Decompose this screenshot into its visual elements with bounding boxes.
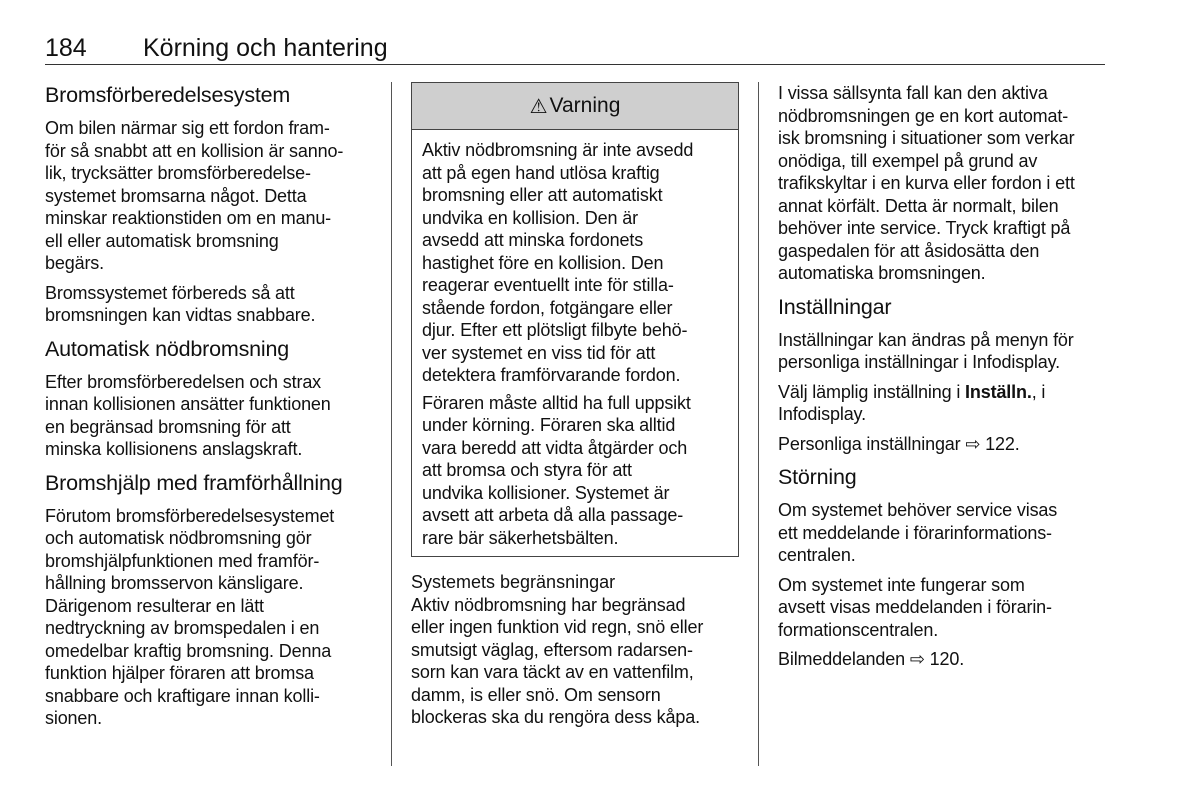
text: Välj lämplig inställning i [778, 381, 966, 402]
column-right [778, 82, 1108, 678]
paragraph: Föraren måste alltid ha full uppsikt under körning. Föraren ska alltid vara beredd att vidta åtgärder och att bromsa och styra för att undvika kollisioner. Systemet är avsett att arbeta då alla passage- rare bär säkerhetsbälten. [422, 392, 691, 548]
section-title-settings: Inställningar [778, 294, 892, 319]
page-header [45, 34, 1105, 64]
section-title-fault: Störning [778, 465, 857, 489]
page-reference: 120. [929, 649, 965, 669]
paragraph: Förutom bromsförberedelsesystemet och automatisk nödbromsning gör bromshjälpfunktionen med framför- hållning bromsservon känsligare. Därigenom resulterar en lätt nedtryckning av bromspedalen i en omedelbar kraftig bromsning. Denna funktion hjälper föraren att bromsa snabbare och kraftigare innan kolli- sionen. [45, 505, 335, 728]
section-title-brake-prep: Bromsförberedelsesystem [45, 83, 291, 107]
header-divider [45, 64, 1105, 65]
cross-reference-text: Bilmeddelanden [778, 649, 905, 669]
paragraph: Inställningar kan ändras på menyn för personliga inställningar i Infodisplay. [778, 329, 1074, 372]
paragraph: Efter bromsförberedelsen och strax innan kollisionen ansätter funktionen en begränsad bromsning för att minska kollisionens anslagskraft. [45, 371, 331, 459]
warning-header [412, 83, 738, 130]
column-middle [411, 82, 741, 736]
warning-body [412, 130, 738, 556]
page-number: 184 [45, 34, 87, 62]
arrow-right-icon: ⇨ [965, 433, 981, 454]
text: , i Infodisplay. [778, 381, 1046, 424]
cross-reference-text: Personliga inställningar [778, 433, 961, 454]
paragraph [778, 433, 1108, 456]
paragraph: Aktiv nödbromsning har begränsad eller ingen funktion vid regn, snö eller smutsigt väglag, eftersom radarsen- sorn kan vara täckt av en vattenfilm, damm, is eller snö. Om sensorn blockeras ska du rengöra dess kåpa. [411, 594, 704, 727]
paragraph [778, 381, 1108, 426]
column-left [45, 82, 375, 737]
paragraph: Om systemet inte fungerar som avsett visas meddelanden i förarin- formationscentralen. [778, 574, 1052, 640]
warning-triangle-icon: ⚠ [529, 95, 548, 118]
column-divider-1 [391, 82, 392, 766]
subsection-title-system-limits: Systemets begränsningar [411, 572, 616, 592]
page-reference: 122. [985, 433, 1020, 454]
paragraph: I vissa sällsynta fall kan den aktiva nödbromsningen ge en kort automat- isk bromsning i situationer som verkar onödiga, till exempel på grund av trafikskyltar i en kurva eller fordon i ett annat körfält. Detta är normalt, bilen behöver inte service. Tryck kraftigt på gaspedalen för att åsidosätta den automatiska bromsningen. [778, 83, 1075, 283]
section-title-auto-emergency-brake: Automatisk nödbromsning [45, 336, 289, 361]
paragraph [778, 648, 1108, 671]
paragraph: Om systemet behöver service visas ett meddelande i förarinformations- centralen. [778, 500, 1058, 565]
paragraph: Bromssystemet förbereds så att bromsningen kan vidtas snabbare. [45, 282, 316, 325]
section-title-brake-assist: Bromshjälp med framförhållning [45, 470, 343, 495]
warning-title: Varning [549, 94, 621, 117]
menu-reference: Inställn. [965, 381, 1032, 402]
warning-box [411, 82, 739, 557]
paragraph: Om bilen närmar sig ett fordon fram- för så snabbt att en kollision är sanno- lik, trycksätter bromsförberedelse- systemet bromsarna något. Detta minskar reaktionstiden om en manu- ell eller automatisk bromsning begärs. [45, 118, 344, 273]
paragraph: Aktiv nödbromsning är inte avsedd att på egen hand utlösa kraftig bromsning eller att automatiskt undvika en kollision. Den är avsedd att minska fordonets hastighet före en kollision. Den reagerar eventuellt inte för stilla- stående fordon, fotgängare eller djur. Efter ett plötsligt filbyte behö- ver systemet en viss tid för att detektera framförvarande fordon. [422, 140, 694, 385]
column-divider-2 [758, 82, 759, 766]
chapter-title: Körning och hantering [143, 34, 388, 62]
arrow-right-icon: ⇨ [909, 649, 925, 669]
